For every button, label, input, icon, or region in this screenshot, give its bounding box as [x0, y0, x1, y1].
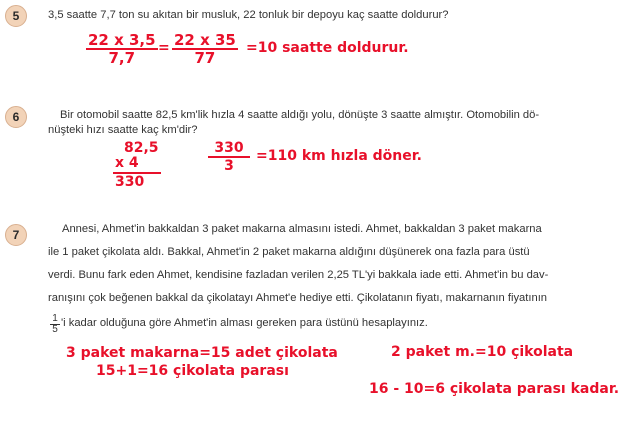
answer-line: 3 paket makarna=15 adet çikolata: [66, 345, 338, 361]
question-number-badge: 6: [5, 106, 27, 128]
answer-result: =110 km hızla döner.: [256, 148, 422, 164]
equals-sign: =: [158, 40, 170, 56]
multiplication-operand: x 4: [115, 155, 139, 171]
question-text: 'i kadar olduğuna göre Ahmet'in alması gereken para üstünü hesaplayınız.: [61, 317, 428, 329]
question-text: ranışını çok beğenen bakkal da çikolatayı Ahmet'e hediye etti. Çikolatanın fiyatı, makarnanın fiyatının: [48, 292, 548, 304]
answer-result: =10 saatte doldurur.: [246, 40, 409, 56]
answer-line: 2 paket m.=10 çikolata: [391, 344, 574, 360]
answer-fraction: [172, 32, 238, 66]
fraction-numerator: 1: [50, 314, 60, 325]
question-text: 3,5 saatte 7,7 ton su akıtan bir musluk, 22 tonluk bir depoyu kaç saatte doldurur?: [48, 9, 449, 21]
fraction-denominator: 77: [194, 49, 216, 67]
question-text: Annesi, Ahmet'in bakkaldan 3 paket makarna almasını istedi. Ahmet, bakkaldan 3 paket makarna: [62, 223, 542, 235]
fraction-denominator: 3: [224, 158, 234, 174]
answer-fraction: [86, 32, 158, 66]
fraction-numerator: 22 x 3,5: [88, 31, 156, 49]
question-text: verdi. Bunu fark eden Ahmet, kendisine fazladan verilen 2,25 TL'yi bakkala iade etti. Ahmet'in bu dav-: [48, 269, 549, 281]
fraction-numerator: 330: [208, 140, 250, 158]
fraction-denominator: 7,7: [108, 49, 136, 67]
inline-fraction: [50, 314, 60, 335]
multiplication-result: 330: [115, 174, 145, 190]
answer-fraction: [208, 140, 250, 174]
question-text: ile 1 paket çikolata aldı. Bakkal, Ahmet'in 2 paket makarna aldığını düşünerek ona fazla para üstü: [48, 246, 530, 258]
multiplication-operand: 82,5: [124, 140, 159, 156]
answer-line: 15+1=16 çikolata parası: [96, 363, 289, 379]
fraction-numerator: 22 x 35: [174, 31, 236, 49]
answer-line: 16 - 10=6 çikolata parası kadar.: [369, 381, 620, 397]
fraction-denominator: 5: [52, 324, 58, 335]
question-number-badge: 7: [5, 224, 27, 246]
question-text: nüşteki hızı saatte kaç km'dir?: [48, 124, 198, 136]
question-text: Bir otomobil saatte 82,5 km'lik hızla 4 saatte aldığı yolu, dönüşte 3 saatte almıştır. Otomobilin dö-: [60, 109, 540, 121]
question-number-badge: 5: [5, 5, 27, 27]
